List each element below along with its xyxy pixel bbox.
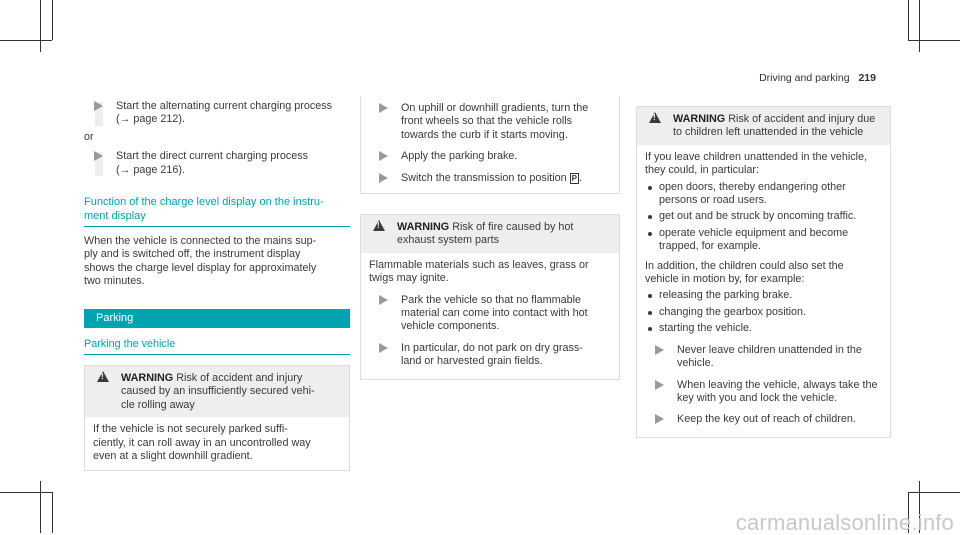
list-item — [645, 306, 882, 319]
list-item-text: operate vehicle equipment and become — [659, 226, 849, 239]
subheading-parking-the-vehicle: Parking the vehicle — [84, 338, 350, 355]
list-item — [645, 322, 882, 335]
warning-title: to children left unattended in the vehicle — [673, 126, 864, 139]
warning-panel-rolling — [84, 365, 350, 470]
step-take-key — [645, 379, 882, 406]
warning-title: caused by an insufficiently secured vehi- — [121, 385, 315, 398]
step-text: When leaving the vehicle, always take the — [677, 378, 878, 391]
page-number: 219 — [858, 72, 876, 84]
warning-header — [637, 107, 890, 145]
page-reference[interactable]: (→ page 212). — [116, 113, 186, 126]
step-arrow-icon — [379, 343, 388, 353]
section-title-charge-level — [84, 195, 350, 227]
warning-word: WARNING — [397, 221, 450, 234]
step-text: towards the curb if it starts moving. — [401, 128, 568, 141]
crop-mark — [908, 40, 960, 41]
park-position-symbol: P — [571, 173, 577, 183]
step-no-dry-grass — [369, 342, 611, 369]
list-item-text: changing the gearbox position. — [659, 305, 807, 318]
step-never-leave-children — [645, 344, 882, 371]
step-arrow-icon — [379, 173, 388, 183]
warning-text: vehicle in motion by, for example: — [645, 273, 805, 286]
warning-text: twigs may ignite. — [369, 272, 449, 285]
step-park-no-flammable — [369, 294, 611, 334]
step-text: On uphill or downhill gradients, turn the — [401, 102, 589, 114]
step-text: front wheels so that the vehicle rolls — [401, 115, 573, 128]
step-text: Apply the parking brake. — [401, 150, 518, 163]
step-arrow-icon — [94, 151, 103, 161]
step-turn-wheels — [369, 102, 611, 142]
crop-mark — [908, 0, 909, 40]
warning-text: they could, in particular: — [645, 164, 760, 177]
steps-box — [360, 96, 620, 194]
section-title-line: ment display — [84, 210, 146, 223]
crop-mark — [919, 0, 920, 52]
header-section: Driving and parking — [759, 72, 850, 84]
step-arrow-icon — [379, 295, 388, 305]
chapter-band-parking: Parking — [84, 309, 350, 328]
list-item — [645, 210, 882, 223]
step-arrow-icon — [655, 414, 664, 424]
step-parking-brake — [369, 150, 611, 163]
warning-triangle-icon — [373, 220, 385, 231]
watermark: carmanualsonline.info — [735, 509, 954, 535]
warning-text: If you leave children unattended in the vehicle, — [645, 150, 868, 163]
step-text: material can come into contact with hot — [401, 307, 588, 320]
crop-mark — [908, 492, 960, 493]
warning-panel-children — [636, 106, 891, 438]
warning-body — [361, 253, 619, 379]
column-2 — [360, 100, 620, 380]
step-arrow-icon — [655, 345, 664, 355]
warning-text: In addition, the children could also set the — [645, 259, 844, 272]
step-text: vehicle components. — [401, 320, 500, 333]
column-1 — [84, 100, 350, 471]
step-arrow-icon — [94, 101, 103, 111]
warning-text: even at a slight downhill gradient. — [93, 450, 253, 463]
step-text: Park the vehicle so that no flammable — [401, 293, 582, 306]
list-item-text: releasing the parking brake. — [659, 289, 793, 302]
crop-mark — [0, 40, 52, 41]
running-header — [759, 72, 876, 85]
step-text: Switch the transmission to position — [401, 171, 567, 184]
paragraph-line: ply and is switched off, the instrument display — [84, 248, 301, 261]
crop-mark — [0, 492, 52, 493]
warning-title: Risk of fire caused by hot — [452, 221, 574, 234]
crop-mark — [40, 481, 41, 533]
step-dc-charging — [84, 150, 350, 177]
warning-word: WARNING — [673, 113, 726, 125]
warning-text: Flammable materials such as leaves, grass or — [369, 258, 589, 271]
warning-title: exhaust system parts — [397, 234, 500, 247]
crop-mark — [40, 0, 41, 52]
step-transmission-p: Switch the transmission to position P . — [369, 172, 611, 185]
step-arrow-icon — [379, 103, 388, 113]
warning-header — [85, 366, 349, 417]
warning-header — [361, 215, 619, 253]
list-item — [645, 289, 882, 302]
warning-title: Risk of accident and injury due — [728, 113, 876, 125]
list-item-text: persons or road users. — [659, 194, 768, 207]
paragraph-line: shows the charge level display for approximately — [84, 261, 317, 274]
list-item — [645, 227, 882, 254]
warning-word: WARNING — [121, 372, 174, 385]
step-text: Start the direct current charging process — [116, 150, 309, 163]
step-ac-charging — [84, 100, 350, 127]
page-reference[interactable]: (→ page 216). — [116, 163, 186, 176]
warning-body — [85, 417, 349, 469]
step-key-out-of-reach — [645, 413, 882, 426]
step-text: land or harvested grain fields. — [401, 355, 543, 368]
list-item-text: get out and be struck by oncoming traffic. — [659, 210, 857, 223]
step-text: vehicle. — [677, 357, 714, 370]
list-item-text: starting the vehicle. — [659, 322, 753, 335]
warning-text: If the vehicle is not securely parked suffi- — [93, 423, 288, 436]
step-arrow-icon — [379, 151, 388, 161]
list-item — [645, 181, 882, 208]
list-item-text: trapped, for example. — [659, 240, 762, 253]
warning-text: ciently, it can roll away in an uncontrolled way — [93, 436, 311, 449]
crop-mark — [52, 0, 53, 40]
step-text: In particular, do not park on dry grass- — [401, 341, 583, 354]
bullet-list — [645, 289, 882, 335]
step-text: Keep the key out of reach of children. — [677, 413, 856, 426]
step-text: key with you and lock the vehicle. — [677, 391, 838, 404]
list-item-text: open doors, thereby endangering other — [659, 180, 846, 193]
section-title-line: Function of the charge level display on the instru- — [84, 196, 324, 209]
step-text: Never leave children unattended in the — [677, 343, 862, 356]
warning-title: Risk of accident and injury — [176, 372, 303, 385]
or-text: or — [84, 130, 94, 143]
crop-mark — [52, 492, 53, 533]
warning-triangle-icon — [649, 112, 661, 123]
bullet-list — [645, 181, 882, 254]
paragraph-line: When the vehicle is connected to the mains sup- — [84, 235, 317, 248]
warning-panel-fire — [360, 214, 620, 380]
warning-title: cle rolling away — [121, 398, 195, 411]
column-3 — [636, 100, 891, 438]
warning-triangle-icon — [97, 371, 109, 382]
step-arrow-icon — [655, 380, 664, 390]
paragraph-line: two minutes. — [84, 275, 145, 288]
charge-level-paragraph — [84, 235, 350, 289]
step-text: Start the alternating current charging process — [116, 100, 333, 112]
warning-body — [637, 145, 890, 437]
